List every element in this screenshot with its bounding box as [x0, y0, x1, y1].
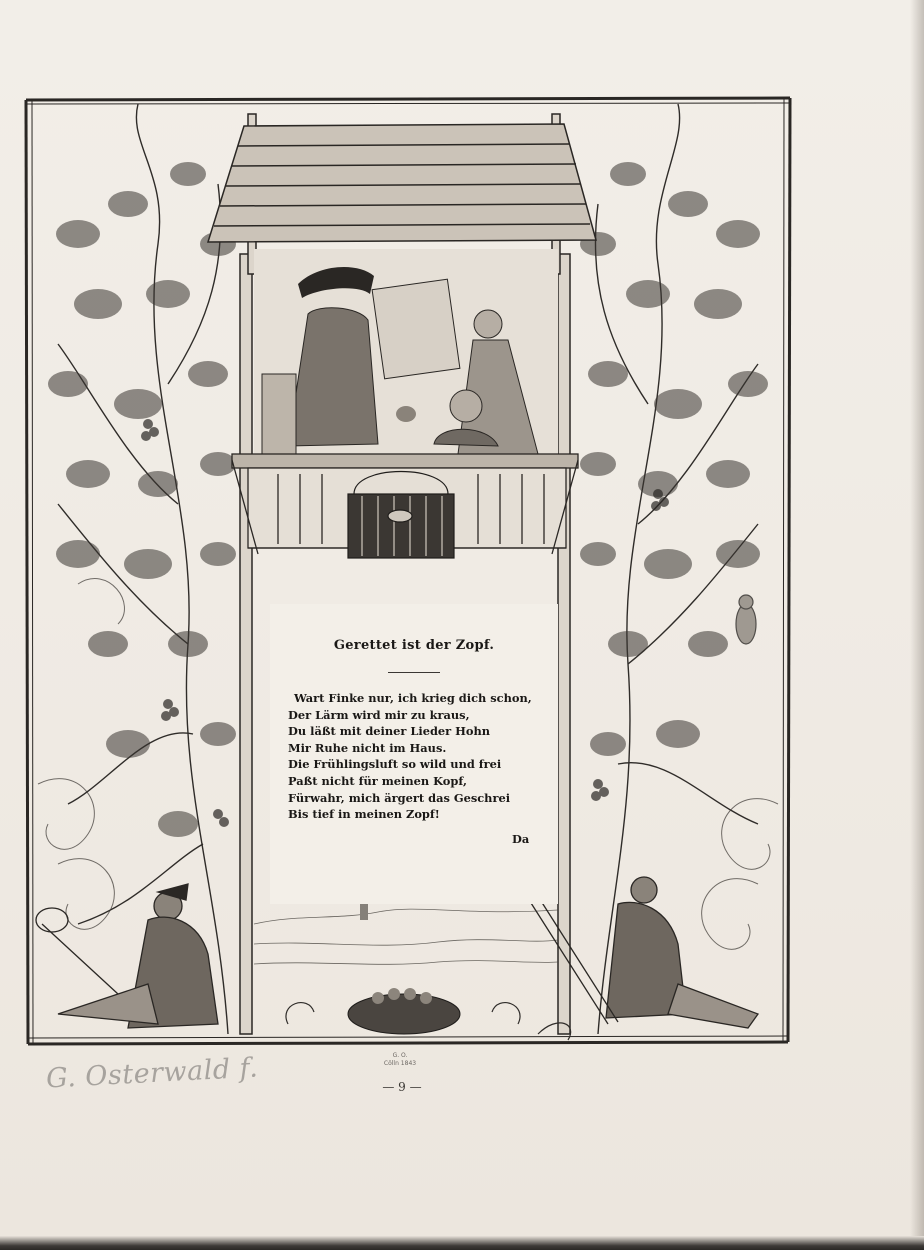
poem-title: Gerettet ist der Zopf.	[333, 638, 495, 653]
page-bottom-edge	[0, 1236, 924, 1250]
birds-nest	[348, 988, 460, 1034]
landscape	[254, 894, 558, 964]
left-seated-figure	[36, 884, 218, 1028]
poem-line: Paßt nicht für meinen Kopf,	[288, 773, 467, 788]
right-leaves	[580, 162, 768, 756]
arbor-roof	[208, 124, 596, 242]
plate-imprint	[380, 1052, 420, 1068]
title-rule	[388, 672, 440, 673]
catchword: Da	[512, 832, 530, 846]
balcony-scene	[254, 249, 558, 459]
pencil-signature: G. Osterwald f.	[45, 1052, 259, 1095]
poem-text-block	[270, 604, 558, 904]
poem-line: Wart Finke nur, ich krieg dich schon,	[294, 691, 532, 705]
engraved-border-illustration	[18, 84, 798, 1074]
left-leaves	[48, 162, 236, 837]
parrot-bird	[736, 595, 756, 644]
page-edge-shadow	[910, 0, 924, 1250]
poem-line: Bis tief in meinen Zopf!	[288, 807, 440, 822]
imprint-line: Cölln 1843	[383, 1060, 417, 1067]
poem-line: Die Frühlingsluft so wild und frei	[288, 757, 502, 772]
poem-line: Mir Ruhe nicht im Haus.	[288, 740, 447, 755]
poem-line: Der Lärm wird mir zu kraus,	[288, 707, 470, 722]
page-number: — 9 —	[382, 1080, 422, 1094]
poem-stanza	[288, 690, 548, 823]
poem-line: Fürwahr, mich ärgert das Geschrei	[288, 790, 511, 805]
poem-line: Du läßt mit deiner Lieder Hohn	[288, 724, 491, 739]
imprint-line: G. O.	[392, 1052, 408, 1059]
